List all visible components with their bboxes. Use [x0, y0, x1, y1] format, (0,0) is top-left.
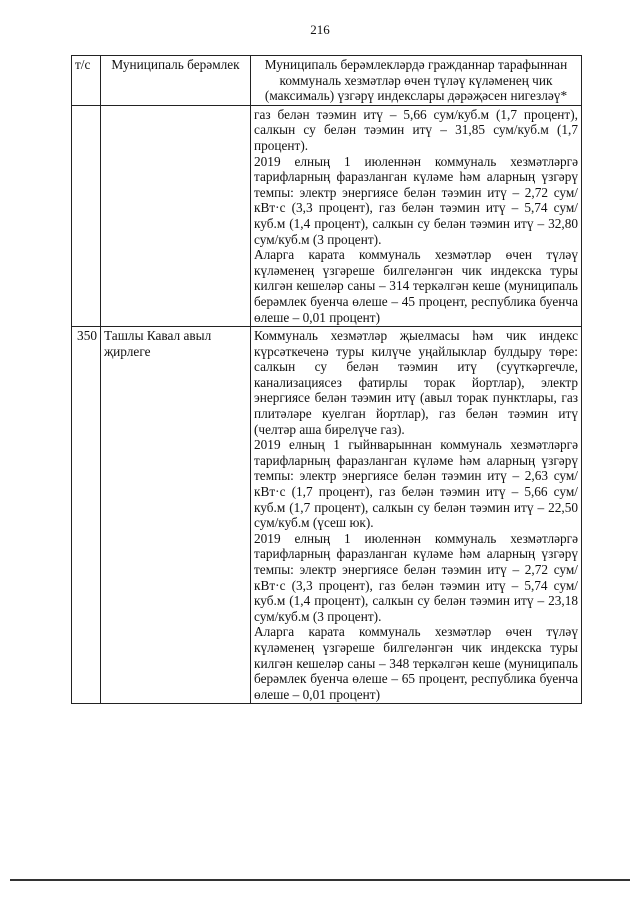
description-paragraph: газ белән тәэмин итү – 5,66 сум/куб.м (1,7 процент), салкын су белән тәэмин итү – 31,85 сум/куб.м (1,7 процент). [254, 106, 578, 153]
row-number [72, 105, 101, 326]
description-paragraph: Коммуналь хезмәтләр җыелмасы һәм чик индекс күрсәткеченә туры килүче уңайлыклар булдыру төре: салкын су белән тәэмин итү (суүткәргечле, канализациясез фатирлы торак йортлар), электр энергиясе белән тәэмин итү (авыл торак пунктлары, газ плитәләре куелган йортлар), газ белән тәэмин итү (челтәр аша бирелүче газ). [254, 328, 578, 437]
table-header-row [72, 56, 582, 106]
table-row [72, 327, 582, 704]
description-paragraph: Аларга карата коммуналь хезмәтләр өчен түләү күләменең үзгәреше билгеләнгән чик индекска туры килгән кешеләр саны – 314 теркәлгән кеше (муниципаль берәмлек буенча өлеше – 45 процент, республика буенча өлеше – 0,01 процент) [254, 247, 578, 325]
row-description [251, 327, 582, 704]
description-paragraph: 2019 елның 1 июленнән коммуналь хезмәтләргә тарифларның фаразланган күләме һәм аларның үзгәрү темпы: электр энергиясе белән тәэмин итү – 2,72 сум/кВт·с (3,3 процент), газ белән тәэмин итү – 5,74 сум/куб.м (1,4 процент), салкын су белән тәэмин итү – 23,18 сум/куб.м (3 процент). [254, 530, 578, 624]
header-no: т/с [72, 56, 101, 106]
description-paragraph: Аларга карата коммуналь хезмәтләр өчен түләү күләменең үзгәреше билгеләнгән чик индекска туры килгән кешеләр саны – 348 теркәлгән кеше (муниципаль берәмлек буенча өлеше – 65 процент, республика буенча өлеше – 0,01 процент) [254, 624, 578, 702]
tariff-table [71, 55, 582, 704]
header-municipality: Муниципаль берәмлек [101, 56, 251, 106]
page-number: 216 [310, 22, 330, 37]
row-municipality: Ташлы Кавал авыл җирлеге [101, 327, 251, 704]
row-number: 350 [72, 327, 101, 704]
row-description [251, 105, 582, 326]
scan-edge-divider [10, 879, 630, 881]
header-description: Муниципаль берәмлекләрдә гражданнар тарафыннан коммуналь хезмәтләр өчен түләү күләменең чик (максималь) үзгәрү индекслары дәрәҗәсен нигезләү* [251, 56, 582, 106]
row-municipality [101, 105, 251, 326]
description-paragraph: 2019 елның 1 июленнән коммуналь хезмәтләргә тарифларның фаразланган күләме һәм аларның үзгәрү темпы: электр энергиясе белән тәэмин итү – 2,72 сум/кВт·с (3,3 процент), газ белән тәэмин итү – 5,74 сум/куб.м (1,4 процент), салкын су белән тәэмин итү – 32,80 сум/куб.м (3 процент). [254, 153, 578, 247]
table-row [72, 105, 582, 326]
description-paragraph: 2019 елның 1 гыйнварыннан коммуналь хезмәтләргә тарифларның фаразланган күләме һәм аларның үзгәрү темпы: электр энергиясе белән тәэмин итү – 2,63 сум/кВт·с (1,7 процент), газ белән тәэмин итү – 5,66 сум/куб.м (1,7 процент), салкын су белән тәэмин итү – 22,50 сум/куб.м (үсеш юк). [254, 437, 578, 531]
